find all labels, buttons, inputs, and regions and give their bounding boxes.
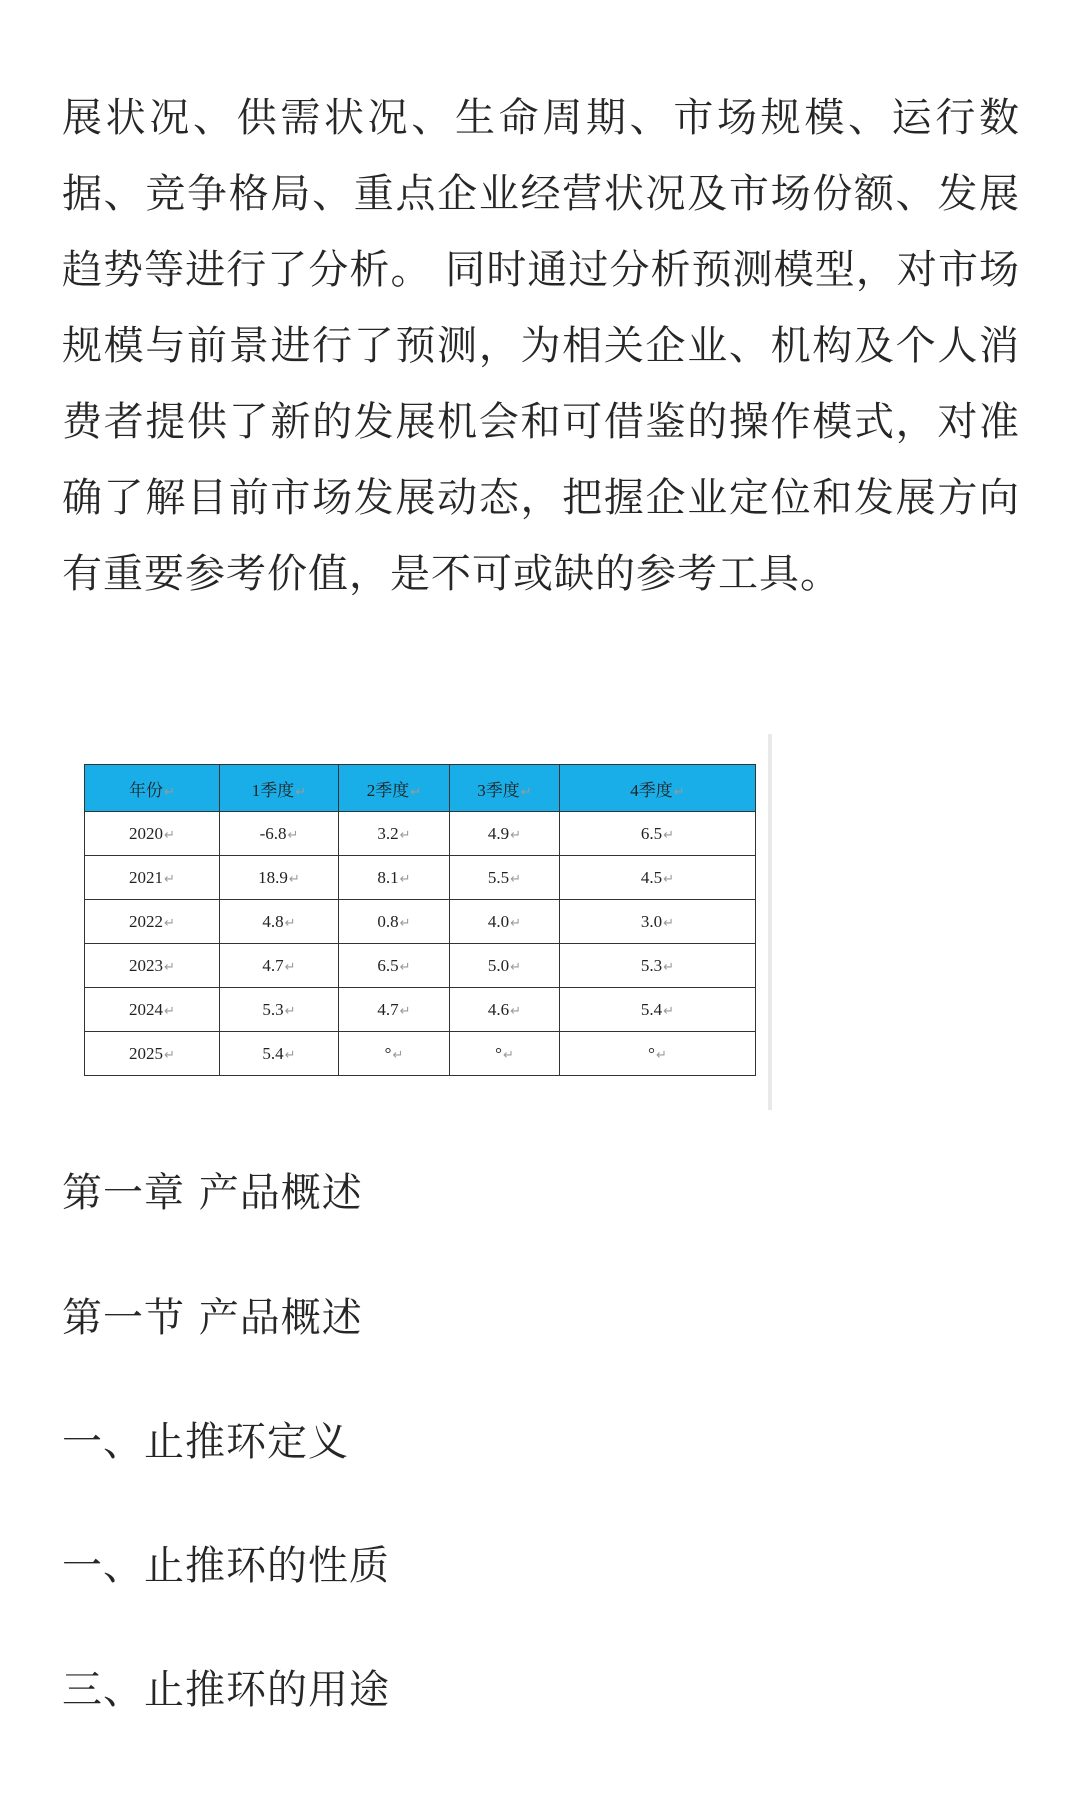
table-cell: 3.2↵ <box>339 812 450 856</box>
subsection-heading: 一、止推环的性质 <box>62 1543 390 1589</box>
table-row <box>85 944 756 988</box>
table-cell: 2020↵ <box>85 812 220 856</box>
header-cell: 年份↵ <box>85 765 220 812</box>
table-cell: -6.8↵ <box>220 812 339 856</box>
table-row <box>85 900 756 944</box>
section-heading: 第一节 产品概述 <box>62 1295 363 1341</box>
table-cell: 4.9↵ <box>450 812 560 856</box>
header-cell: 3季度↵ <box>450 765 560 812</box>
subsection-heading: 三、止推环的用途 <box>62 1667 390 1713</box>
header-cell: 4季度↵ <box>560 765 756 812</box>
table-cell: 8.1↵ <box>339 856 450 900</box>
table-cell: 5.3↵ <box>220 988 339 1032</box>
data-table-image <box>72 734 772 1110</box>
table-cell: °↵ <box>450 1032 560 1076</box>
table-cell: 5.4↵ <box>220 1032 339 1076</box>
table-cell: 6.5↵ <box>339 944 450 988</box>
table-cell: °↵ <box>339 1032 450 1076</box>
table-cell: 4.6↵ <box>450 988 560 1032</box>
table-cell: 2024↵ <box>85 988 220 1032</box>
header-cell: 1季度↵ <box>220 765 339 812</box>
table-cell: 4.7↵ <box>339 988 450 1032</box>
table-cell: 5.0↵ <box>450 944 560 988</box>
table-cell: 5.3↵ <box>560 944 756 988</box>
table-cell: 18.9↵ <box>220 856 339 900</box>
table-cell: 4.0↵ <box>450 900 560 944</box>
table-cell: 4.7↵ <box>220 944 339 988</box>
table-cell: °↵ <box>560 1032 756 1076</box>
table-cell: 5.4↵ <box>560 988 756 1032</box>
intro-paragraph: 展状况、供需状况、生命周期、市场规模、运行数据、竞争格局、重点企业经营状况及市场份额、发展趋势等进行了分析。 同时通过分析预测模型，对市场规模与前景进行了预测，为相关企业、机构及个人消费者提供了新的发展机会和可借鉴的操作模式，对准确了解目前市场发展动态，把握企业定位和发展方向有重要参考价值，是不可或缺的参考工具。 <box>62 95 1020 597</box>
table-cell: 2023↵ <box>85 944 220 988</box>
table-row <box>85 988 756 1032</box>
table-cell: 0.8↵ <box>339 900 450 944</box>
subsection-heading: 一、止推环定义 <box>62 1419 349 1465</box>
table-cell: 2022↵ <box>85 900 220 944</box>
table-header-row <box>85 765 756 812</box>
table-cell: 3.0↵ <box>560 900 756 944</box>
table-row <box>85 812 756 856</box>
table-cell: 4.8↵ <box>220 900 339 944</box>
table-row <box>85 1032 756 1076</box>
quarterly-data-table <box>84 764 756 1076</box>
table-cell: 6.5↵ <box>560 812 756 856</box>
table-cell: 4.5↵ <box>560 856 756 900</box>
image-edge <box>768 734 772 1110</box>
table-cell: 2025↵ <box>85 1032 220 1076</box>
header-cell: 2季度↵ <box>339 765 450 812</box>
table-cell: 2021↵ <box>85 856 220 900</box>
table-cell: 5.5↵ <box>450 856 560 900</box>
chapter-heading: 第一章 产品概述 <box>62 1170 363 1216</box>
table-row <box>85 856 756 900</box>
